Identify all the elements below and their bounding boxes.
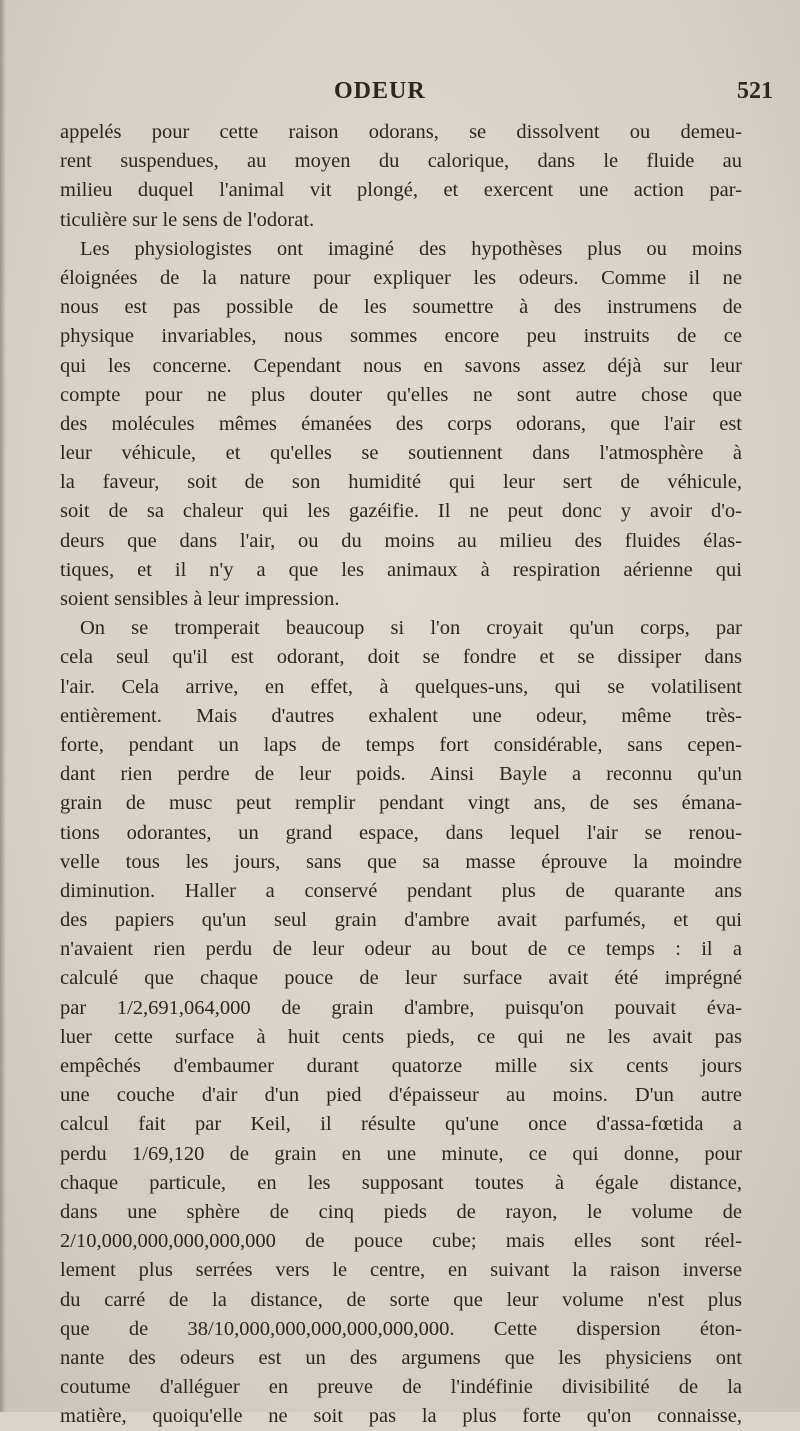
running-title: ODEUR bbox=[334, 78, 426, 104]
text-line: éloignées de la nature pour expliquer les odeurs. Comme il ne bbox=[60, 266, 742, 289]
text-line: qui les concerne. Cependant nous en savons assez déjà sur leur bbox=[60, 354, 742, 377]
text-line: dans une sphère de cinq pieds de rayon, le volume de bbox=[60, 1200, 742, 1223]
text-line: 2/10,000,000,000,000,000 de pouce cube; mais elles sont réel- bbox=[60, 1230, 742, 1253]
text-line: cela seul qu'il est odorant, doit se fondre et se dissiper dans bbox=[60, 646, 742, 669]
text-line: par 1/2,691,064,000 de grain d'ambre, puisqu'on pouvait éva- bbox=[60, 996, 742, 1019]
text-line: ticulière sur le sens de l'odorat. bbox=[60, 208, 315, 231]
text-line: nous est pas possible de les soumettre à des instrumens de bbox=[60, 296, 742, 319]
page-number: 521 bbox=[737, 78, 773, 104]
body-text bbox=[60, 118, 742, 1431]
text-line: rent suspendues, au moyen du calorique, dans le fluide au bbox=[60, 150, 742, 173]
text-line: physique invariables, nous sommes encore peu instruits de ce bbox=[60, 325, 742, 348]
text-line: velle tous les jours, sans que sa masse éprouve la moindre bbox=[60, 850, 742, 873]
text-line: compte pour ne plus douter qu'elles ne sont autre chose que bbox=[60, 383, 742, 406]
text-line: une couche d'air d'un pied d'épaisseur au moins. D'un autre bbox=[60, 1084, 742, 1107]
text-line: tions odorantes, un grand espace, dans lequel l'air se renou- bbox=[60, 821, 742, 844]
text-line: soient sensibles à leur impression. bbox=[60, 588, 340, 610]
text-line: n'avaient rien perdu de leur odeur au bout de ce temps : il a bbox=[60, 938, 742, 961]
text-line: leur véhicule, et qu'elles se soutiennent dans l'atmosphère à bbox=[60, 442, 742, 465]
text-line: coutume d'alléguer en preuve de l'indéfinie divisibilité de la bbox=[60, 1376, 742, 1399]
text-line: deurs que dans l'air, ou du moins au milieu des fluides élas- bbox=[60, 529, 742, 552]
text-line: des papiers qu'un seul grain d'ambre avait parfumés, et qui bbox=[60, 909, 742, 932]
text-line: dant rien perdre de leur poids. Ainsi Bayle a reconnu qu'un bbox=[60, 763, 742, 786]
paragraph-start-line: Les physiologistes ont imaginé des hypothèses plus ou moins bbox=[80, 237, 742, 260]
text-line: empêchés d'embaumer durant quatorze mille six cents jours bbox=[60, 1055, 742, 1077]
text-line: soit de sa chaleur qui les gazéifie. Il ne peut donc y avoir d'o- bbox=[60, 500, 742, 523]
text-line: tiques, et il n'y a que les animaux à respiration aérienne qui bbox=[60, 558, 742, 581]
text-line: du carré de la distance, de sorte que leur volume n'est plus bbox=[60, 1288, 742, 1311]
text-line: diminution. Haller a conservé pendant plus de quarante ans bbox=[60, 879, 742, 902]
text-line: calcul fait par Keil, il résulte qu'une once d'assa-fœtida a bbox=[60, 1113, 742, 1136]
text-line: luer cette surface à huit cents pieds, ce qui ne les avait pas bbox=[60, 1025, 742, 1048]
text-line: que de 38/10,000,000,000,000,000,000. Cette dispersion éton- bbox=[60, 1317, 742, 1340]
text-line: l'air. Cela arrive, en effet, à quelques-uns, qui se volatilisent bbox=[60, 675, 742, 698]
text-line: la faveur, soit de son humidité qui leur sert de véhicule, bbox=[60, 471, 742, 494]
paragraph-start-line: On se tromperait beaucoup si l'on croyait qu'un corps, par bbox=[80, 617, 742, 640]
text-line: perdu 1/69,120 de grain en une minute, ce qui donne, pour bbox=[60, 1142, 742, 1165]
text-line: des molécules mêmes émanées des corps odorans, que l'air est bbox=[60, 412, 742, 435]
text-line: nante des odeurs est un des argumens que les physiciens ont bbox=[60, 1346, 742, 1369]
running-head bbox=[0, 78, 800, 114]
text-line: forte, pendant un laps de temps fort considérable, sans cepen- bbox=[60, 733, 742, 756]
text-line: chaque particule, en les supposant toutes à égale distance, bbox=[60, 1171, 742, 1194]
text-line: calculé que chaque pouce de leur surface avait été imprégné bbox=[60, 967, 742, 990]
text-line: grain de musc peut remplir pendant vingt ans, de ses émana- bbox=[60, 792, 742, 815]
text-line: milieu duquel l'animal vit plongé, et exercent une action par- bbox=[60, 179, 742, 202]
text-line: matière, quoiqu'elle ne soit pas la plus forte qu'on connaisse, bbox=[60, 1405, 742, 1428]
text-line: appelés pour cette raison odorans, se dissolvent ou demeu- bbox=[60, 121, 742, 143]
page-binding-edge bbox=[0, 0, 6, 1412]
text-line: entièrement. Mais d'autres exhalent une odeur, même très- bbox=[60, 704, 742, 727]
text-line: lement plus serrées vers le centre, en suivant la raison inverse bbox=[60, 1259, 742, 1282]
